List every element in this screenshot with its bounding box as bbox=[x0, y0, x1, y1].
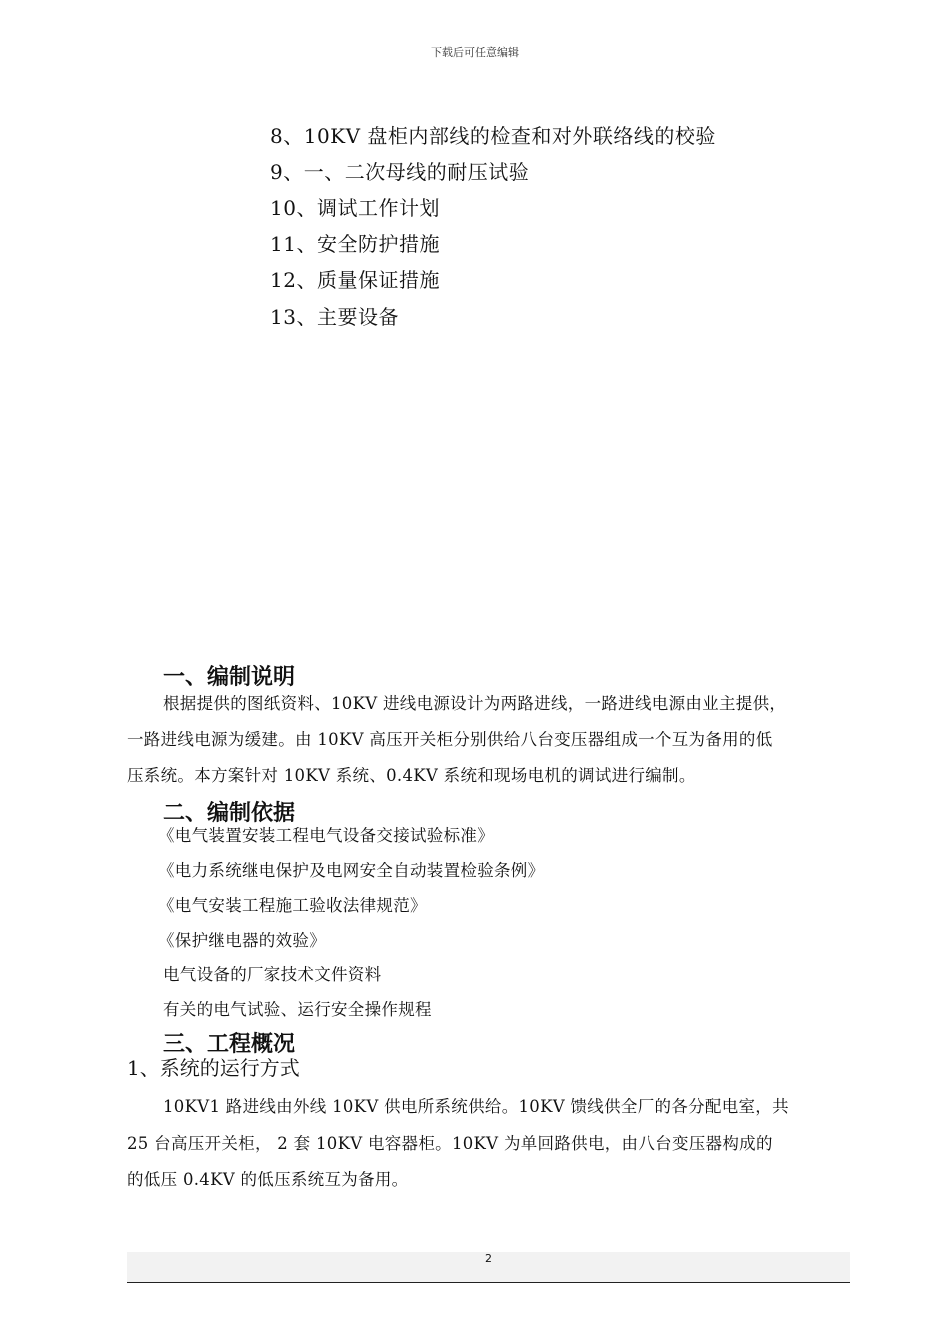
section1-line-3: 压系统。本方案针对 10KV 系统、0.4KV 系统和现场电机的调试进行编制。 bbox=[127, 766, 696, 785]
section1-heading: 一、编制说明 bbox=[163, 665, 296, 690]
section2-heading: 二、编制依据 bbox=[163, 801, 296, 826]
section3-line-2: 25 台高压开关柜， 2 套 10KV 电容器柜。10KV 为单回路供电，由八台变压器构成的 bbox=[127, 1134, 773, 1153]
toc-item-8: 8、10KV 盘柜内部线的检查和对外联络线的校验 bbox=[270, 124, 716, 148]
section1-line-1: 根据提供的图纸资料、10KV 进线电源设计为两路进线，一路进线电源由业主提供， bbox=[163, 694, 787, 713]
toc-item-10: 10、调试工作计划 bbox=[270, 196, 440, 220]
section1-line-2: 一路进线电源为缓建。由 10KV 高压开关柜分别供给八台变压器组成一个互为备用的低 bbox=[127, 730, 773, 749]
reference-item: 有关的电气试验、运行安全操作规程 bbox=[163, 1000, 432, 1019]
reference-item: 《电力系统继电保护及电网安全自动装置检验条例》 bbox=[158, 861, 545, 880]
toc-item-13: 13、主要设备 bbox=[270, 305, 399, 329]
section3-subheading: 1、系统的运行方式 bbox=[127, 1056, 300, 1080]
section3-line-1: 10KV1 路进线由外线 10KV 供电所系统供给。10KV 馈线供全厂的各分配电室，共 bbox=[163, 1097, 789, 1116]
reference-item: 电气设备的厂家技术文件资料 bbox=[163, 965, 382, 984]
reference-item: 《电气装置安装工程电气设备交接试验标准》 bbox=[158, 826, 494, 845]
reference-item: 《保护继电器的效验》 bbox=[158, 931, 326, 950]
section3-heading: 三、工程概况 bbox=[163, 1032, 296, 1057]
page-header: 下载后可任意编辑 bbox=[431, 46, 519, 59]
section3-line-3: 的低压 0.4KV 的低压系统互为备用。 bbox=[127, 1170, 409, 1189]
toc-item-9: 9、一、二次母线的耐压试验 bbox=[270, 160, 530, 184]
toc-item-12: 12、质量保证措施 bbox=[270, 268, 440, 292]
reference-item: 《电气安装工程施工验收法律规范》 bbox=[158, 896, 427, 915]
toc-item-11: 11、安全防护措施 bbox=[270, 232, 440, 256]
page-number: 2 bbox=[485, 1252, 492, 1265]
